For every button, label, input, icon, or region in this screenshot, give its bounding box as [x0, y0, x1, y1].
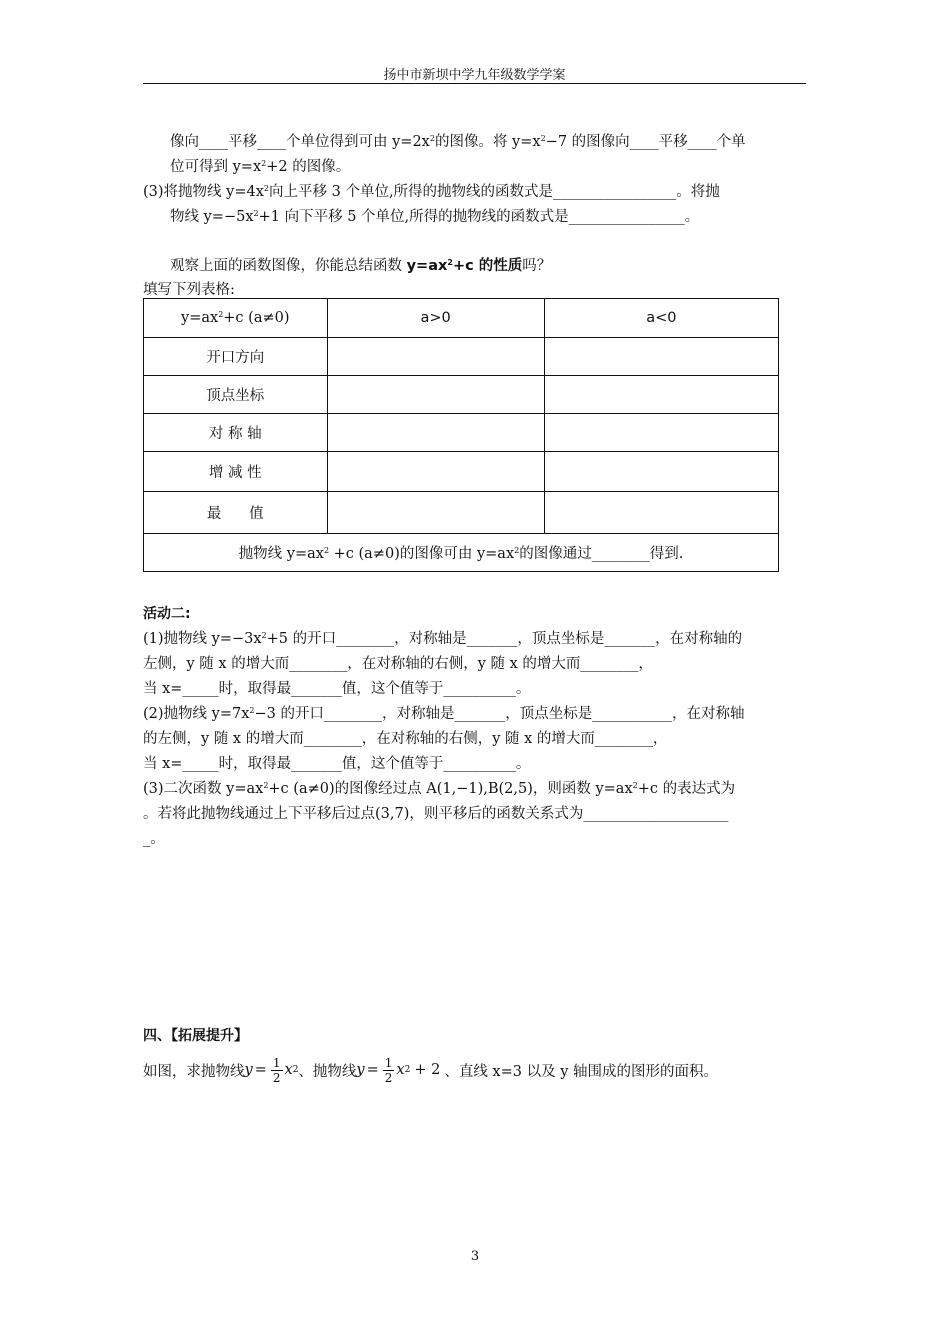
cell-blank[interactable]: [544, 414, 778, 452]
top-line-2: 位可得到 $y=x^2+2$ 的图像。: [170, 159, 351, 175]
section-four-title: 四、【拓展提升】: [143, 1028, 248, 1044]
cell-blank[interactable]: [544, 452, 778, 492]
page-number: 3: [470, 1249, 480, 1264]
table-header-func: $y=ax^2+c$ (a≠0): [144, 299, 328, 338]
fraction-one-half: $\frac{1}{2}$: [384, 1055, 393, 1085]
table-row: [144, 376, 779, 414]
cell-blank[interactable]: [327, 376, 544, 414]
row-label-axis: 对 称 轴: [144, 414, 328, 452]
row-label-opening: 开口方向: [144, 338, 328, 376]
activity-two-p2-line1: (2)抛物线 $y=7x^2-3$ 的开口________，对称轴是_______，顶点坐标是___________，在对称轴: [143, 706, 745, 722]
table-header-row: [144, 299, 779, 338]
top-line-3: (3)将抛物线 $y=4x^2$向上平移 3 个单位,所得的抛物线的函数式是_________________。将抛: [143, 184, 720, 200]
table-row: [144, 414, 779, 452]
activity-two-p2-line2: 的左侧，y 随 x 的增大而________，在对称轴的右侧，y 随 x 的增大而________，: [143, 731, 668, 747]
fill-table-label: 填写下列表格:: [143, 282, 235, 298]
cell-blank[interactable]: [544, 376, 778, 414]
observe-question: 观察上面的函数图像，你能总结函数 $y=ax^2+c$ 的性质吗？: [170, 258, 552, 274]
cell-blank[interactable]: [327, 452, 544, 492]
table-row: [144, 492, 779, 534]
properties-table: [143, 298, 779, 572]
activity-two-p2-line3: 当 x=_____时，取得最_______值，这个值等于__________。: [143, 756, 531, 772]
top-line-4: 物线 $y=-5x^2+1$ 向下平移 5 个单位,所得的抛物线的函数式是________________。: [170, 209, 700, 225]
table-header-a-negative: a<0: [544, 299, 778, 338]
fraction-one-half: $\frac{1}{2}$: [272, 1055, 281, 1085]
row-label-monotonicity: 增 减 性: [144, 452, 328, 492]
page-header: 扬中市新坝中学九年级数学学案: [383, 68, 566, 83]
table-footer-row: [144, 534, 779, 572]
activity-two-p1-line3: 当 x=_____时，取得最_______值，这个值等于__________。: [143, 681, 531, 697]
cell-blank[interactable]: [544, 338, 778, 376]
activity-two-p1-line1: (1)抛物线 $y=-3x^2+5$ 的开口________，对称轴是_______，顶点坐标是_______，在对称轴的: [143, 631, 743, 647]
cell-blank[interactable]: [327, 338, 544, 376]
table-header-a-positive: a>0: [327, 299, 544, 338]
activity-two-p1-line2: 左侧，y 随 x 的增大而________，在对称轴的右侧，y 随 x 的增大而________，: [143, 656, 653, 672]
section-four-problem: 如图，求抛物线 y = $\frac{1}{2}$ x 2 、抛物线 y = $\frac{1}{2}$ x 2 + 2 、直线 x=3 以及 y 轴围成的图形的面积。: [143, 1055, 719, 1085]
row-label-extremum: 最 值: [144, 492, 328, 534]
activity-two-p3-line3: _。: [143, 831, 165, 847]
cell-blank[interactable]: [327, 492, 544, 534]
table-footer: 抛物线 $y=ax^2 +c$ (a≠0)的图像可由 $y=ax^2$的图像通过________得到.: [144, 534, 779, 572]
table-row: [144, 338, 779, 376]
activity-two-p3-line2: 。若将此抛物线通过上下平移后过点(3,7)，则平移后的函数关系式为____________________: [143, 806, 729, 822]
header-rule: [143, 83, 806, 84]
cell-blank[interactable]: [327, 414, 544, 452]
cell-blank[interactable]: [544, 492, 778, 534]
row-label-vertex: 顶点坐标: [144, 376, 328, 414]
activity-two-p3-line1: (3)二次函数 $y=ax^2+c$ (a≠0)的图像经过点 A(1,−1),B(2,5)，则函数 $y=ax^2+c$ 的表达式为: [143, 781, 736, 797]
table-row: [144, 452, 779, 492]
top-line-1: 像向____平移____个单位得到可由 $y=2x^2$的图像。将 $y=x^2-7$ 的图像向____平移____个单: [170, 134, 746, 150]
activity-two-title: 活动二:: [143, 606, 191, 622]
